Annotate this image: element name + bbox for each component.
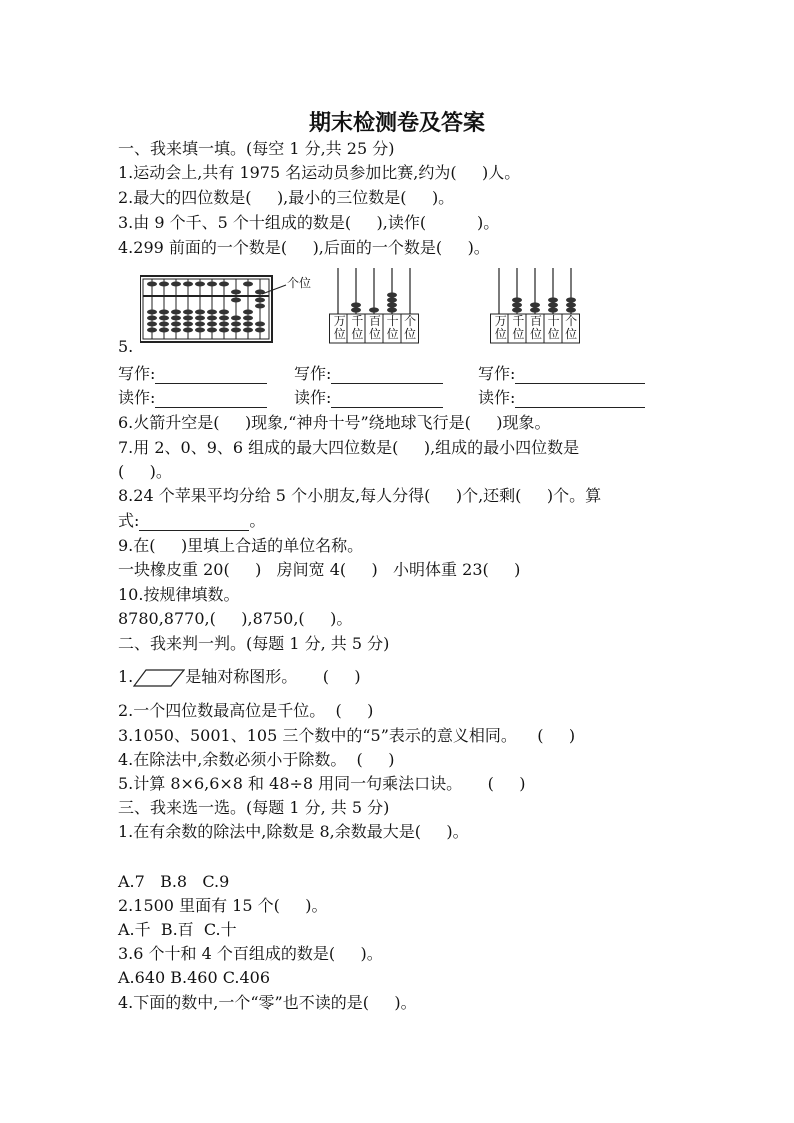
question-2-5: 5.计算 8×6,6×8 和 48÷8 用同一句乘法口诀。 ( ) [118, 774, 526, 793]
question-3-4: 4.下面的数中,一个“零”也不读的是( )。 [118, 993, 417, 1012]
place-label-shi: 十位 [386, 314, 399, 341]
question-2-1 [118, 667, 361, 687]
write-field-3 [478, 364, 645, 384]
formula-end: 。 [249, 511, 266, 530]
parallelogram-icon [133, 669, 185, 687]
question-1-9-items: 一块橡皮重 20( ) 房间宽 4( ) 小明体重 23( ) [118, 560, 521, 579]
question-1-3: 3.由 9 个千、5 个十组成的数是( ),读作( )。 [118, 213, 500, 232]
read-field-1 [118, 388, 267, 408]
question-2-1-text: 是轴对称图形。 ( ) [185, 667, 361, 686]
write-field-1 [118, 364, 267, 384]
place-label-qian: 千位 [512, 314, 525, 341]
question-1-8b [118, 511, 265, 531]
place-label-ge: 个位 [565, 314, 578, 341]
question-3-1: 1.在有余数的除法中,除数是 8,余数最大是( )。 [118, 822, 469, 841]
question-2-1-number: 1. [118, 667, 134, 686]
write-label: 写作: [294, 364, 332, 383]
question-1-10-sequence: 8780,8770,( ),8750,( )。 [118, 609, 353, 628]
question-1-10: 10.按规律填数。 [118, 585, 240, 604]
read-label: 读作: [478, 388, 516, 407]
place-label-qian: 千位 [351, 314, 364, 341]
question-3-2-options: A.千 B.百 C.十 [118, 920, 237, 939]
place-label-bai: 百位 [368, 314, 381, 341]
section1-heading: 一、我来填一填。(每空 1 分,共 25 分) [118, 139, 395, 158]
question-2-4: 4.在除法中,余数必须小于除数。 ( ) [118, 750, 395, 769]
read-label: 读作: [118, 388, 156, 407]
place-labels-2 [490, 315, 580, 341]
abacus-ones-label: 个位 [287, 276, 312, 290]
place-label-ge: 个位 [404, 314, 417, 341]
question-2-2: 2.一个四位数最高位是千位。 ( ) [118, 701, 374, 720]
question-1-7b: ( )。 [118, 462, 172, 481]
question-1-1: 1.运动会上,共有 1975 名运动员参加比赛,约为( )人。 [118, 163, 521, 182]
question-1-4: 4.299 前面的一个数是( ),后面的一个数是( )。 [118, 238, 490, 257]
question-1-6: 6.火箭升空是( )现象,“神舟十号”绕地球飞行是( )现象。 [118, 413, 551, 432]
place-label-wan: 万位 [494, 314, 507, 341]
write-field-2 [294, 364, 443, 384]
question-1-2: 2.最大的四位数是( ),最小的三位数是( )。 [118, 188, 455, 207]
read-label: 读作: [294, 388, 332, 407]
place-labels-1 [329, 315, 419, 341]
place-label-bai: 百位 [529, 314, 542, 341]
question-3-1-options: A.7 B.8 C.9 [118, 872, 230, 891]
question-1-8a: 8.24 个苹果平均分给 5 个小朋友,每人分得( )个,还剩( )个。算 [118, 486, 602, 505]
question-2-3: 3.1050、5001、105 三个数中的“5”表示的意义相同。 ( ) [118, 726, 576, 745]
question-3-2: 2.1500 里面有 15 个( )。 [118, 896, 328, 915]
question-3-3-options: A.640 B.460 C.406 [118, 968, 271, 987]
place-label-shi: 十位 [547, 314, 560, 341]
page-title: 期末检测卷及答案 [308, 111, 485, 136]
formula-label: 式: [118, 511, 140, 530]
section3-heading: 三、我来选一选。(每题 1 分, 共 5 分) [118, 798, 390, 817]
question-1-7a: 7.用 2、0、9、6 组成的最大四位数是( ),组成的最小四位数是 [118, 438, 580, 457]
write-label: 写作: [478, 364, 516, 383]
place-label-wan: 万位 [333, 314, 346, 341]
write-label: 写作: [118, 364, 156, 383]
question-1-9: 9.在( )里填上合适的单位名称。 [118, 536, 364, 555]
read-field-2 [294, 388, 443, 408]
section2-heading: 二、我来判一判。(每题 1 分, 共 5 分) [118, 634, 390, 653]
read-field-3 [478, 388, 645, 408]
question-1-5-number: 5. [118, 337, 134, 356]
question-3-3: 3.6 个十和 4 个百组成的数是( )。 [118, 944, 383, 963]
